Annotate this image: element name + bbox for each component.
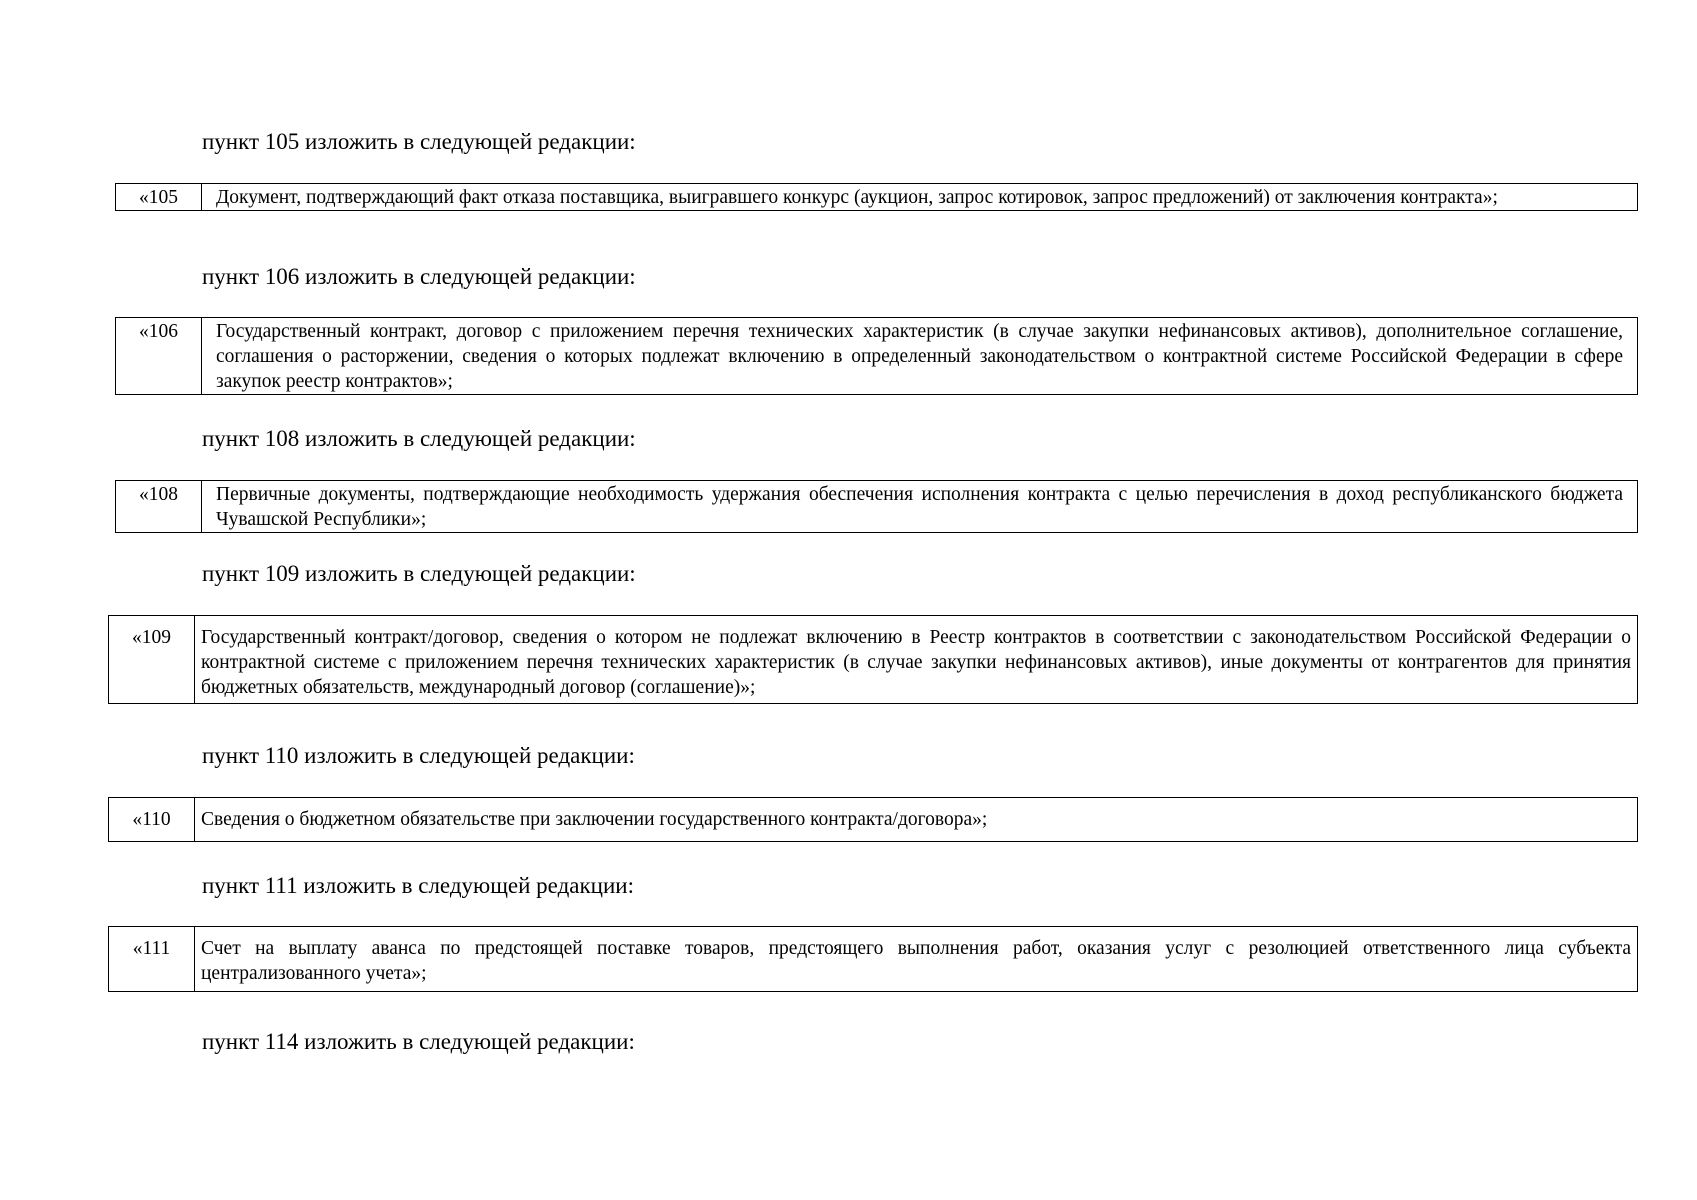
- clause-number: «109: [109, 616, 195, 704]
- table-row: [116, 318, 1638, 395]
- clause-number: «106: [116, 318, 202, 395]
- table-row: [109, 798, 1638, 842]
- clause-text: Сведения о бюджетном обязательстве при заключении государственного контракта/договора»;: [195, 798, 1638, 842]
- clause-number: «105: [116, 184, 202, 211]
- clause-table-106: [115, 317, 1638, 395]
- clause-number: «108: [116, 481, 202, 533]
- clause-text: Государственный контракт, договор с приложением перечня технических характеристик (в случае закупки нефинансовых активов), дополнительное соглашение, соглашения о расторжении, сведения о которых подлежат включению в определенный законодательством о контрактной системе Российской Федерации в сфере закупок реестр контрактов»;: [202, 318, 1638, 395]
- instruction-114: пункт 114 изложить в следующей редакции:: [202, 1029, 635, 1054]
- clause-table-111: [108, 926, 1638, 992]
- clause-number: «111: [109, 927, 195, 992]
- clause-number: «110: [109, 798, 195, 842]
- table-row: [116, 184, 1638, 211]
- clause-text: Документ, подтверждающий факт отказа поставщика, выигравшего конкурс (аукцион, запрос котировок, запрос предложений) от заключения контракта»;: [202, 184, 1638, 211]
- instruction-105: пункт 105 изложить в следующей редакции:: [202, 129, 636, 154]
- clause-table-108: [115, 480, 1638, 533]
- clause-text: Счет на выплату аванса по предстоящей поставке товаров, предстоящего выполнения работ, оказания услуг с резолюцией ответственного лица субъекта централизованного учета»;: [195, 927, 1638, 992]
- clause-table-110: [108, 797, 1638, 842]
- table-row: [109, 616, 1638, 704]
- table-row: [116, 481, 1638, 533]
- instruction-111: пункт 111 изложить в следующей редакции:: [202, 873, 634, 898]
- table-row: [109, 927, 1638, 992]
- clause-text: Первичные документы, подтверждающие необходимость удержания обеспечения исполнения контракта с целью перечисления в доход республиканского бюджета Чувашской Республики»;: [202, 481, 1638, 533]
- instruction-108: пункт 108 изложить в следующей редакции:: [202, 426, 636, 451]
- instruction-106: пункт 106 изложить в следующей редакции:: [202, 264, 636, 289]
- instruction-110: пункт 110 изложить в следующей редакции:: [202, 743, 635, 768]
- instruction-109: пункт 109 изложить в следующей редакции:: [202, 561, 636, 586]
- clause-text: Государственный контракт/договор, сведения о котором не подлежат включению в Реестр контрактов в соответствии с законодательством Российской Федерации о контрактной системе с приложением перечня технических характеристик (в случае закупки нефинансовых активов), иные документы от контрагентов для принятия бюджетных обязательств, международный договор (соглашение)»;: [195, 616, 1638, 704]
- clause-table-109: [108, 615, 1638, 704]
- clause-table-105: [115, 183, 1638, 211]
